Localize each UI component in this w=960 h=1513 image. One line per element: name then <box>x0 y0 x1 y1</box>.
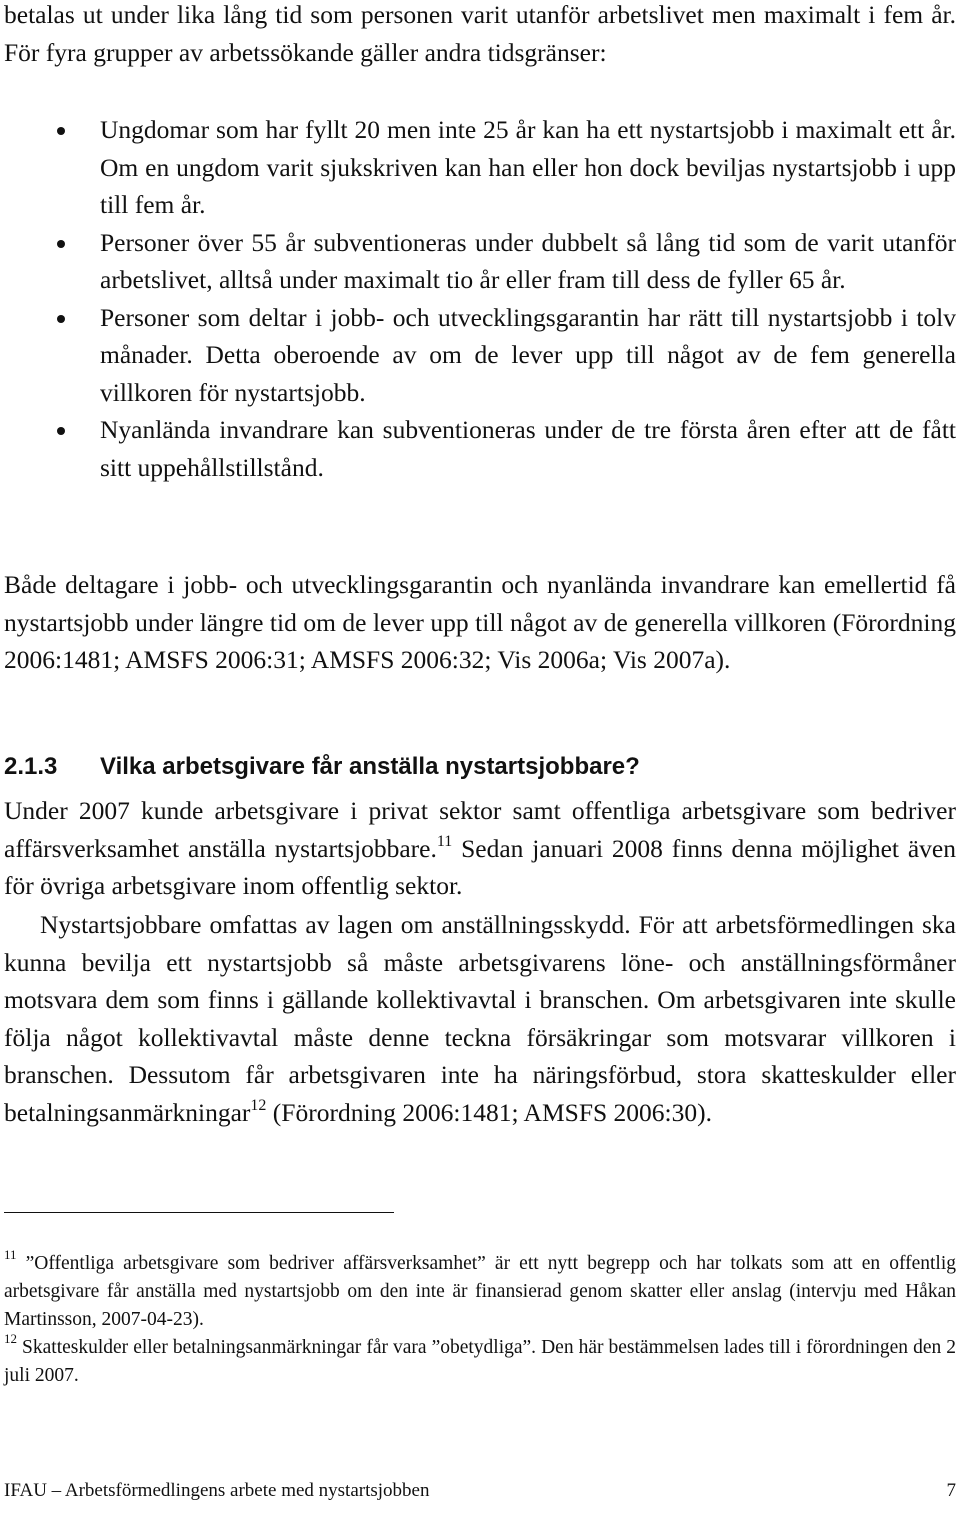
list-item <box>4 224 956 299</box>
list-item <box>4 411 956 486</box>
footnote-11 <box>4 1247 956 1334</box>
bullet-icon <box>57 427 65 435</box>
bullet-icon <box>57 240 65 248</box>
bullet-icon <box>57 315 65 323</box>
paragraph-text: (Förordning 2006:1481; AMSFS 2006:30). <box>266 1097 713 1127</box>
footnote-number: 12 <box>4 1331 17 1346</box>
list-item-text: Personer som deltar i jobb- och utvecklingsgarantin har rätt till nystartsjobb i tolv månader. Detta oberoende av om de lever upp till något av de fem generella villkoren för nystartsjobb. <box>100 302 956 407</box>
paragraph-text: Nystartsjobbare omfattas av lagen om anställningsskydd. För att arbetsförmedlingen ska kunna bevilja ett nystartsjobb så måste arbetsgivarens löne- och anställningsförmåner motsvara dem som finns i gällande kollektivavtal i branschen. Om arbetsgivaren inte skulle följa något kollektivavtal måste denne teckna försäkringar som motsvarar villkoren i branschen. Dessutom får arbetsgivaren inte ha näringsförbud, stora skatteskulder eller betalningsanmärkningar <box>4 910 956 1127</box>
footnote-number: 11 <box>4 1247 17 1262</box>
paragraph-employment-protection <box>4 906 956 1131</box>
footnote-ref-11[interactable]: 11 <box>436 832 453 850</box>
paragraph-text: Sedan januari 2008 finns denna möjlighet även för övriga arbetsgivare inom offentlig sektor. <box>4 833 956 900</box>
page-footer <box>4 1477 956 1505</box>
footnote-text: Skatteskulder eller betalningsanmärkningar får vara ”obetydliga”. Den här bestämmelsen lades till i förordningen den 2 juli 2007. <box>4 1337 956 1386</box>
list-item-text: Personer över 55 år subventioneras under dubbelt så lång tid som de varit utanför arbetslivet, alltså under maximalt tio år eller fram till dess de fyller 65 år. <box>100 227 956 294</box>
section-title: Vilka arbetsgivare får anställa nystartsjobbare? <box>100 753 640 780</box>
paragraph-text: Under 2007 kunde arbetsgivare i privat sektor samt offentliga arbetsgivare som bedriver affärsverksamhet anställa nystartsjobbare. <box>4 796 956 863</box>
section-number: 2.1.3 <box>4 753 58 780</box>
paragraph-employers-2007 <box>4 792 956 905</box>
page-number: 7 <box>946 1480 956 1501</box>
intro-paragraph: betalas ut under lika lång tid som personen varit utanför arbetslivet men maximalt i fem år. För fyra grupper av arbetssökande gäller andra tidsgränser: <box>4 0 956 67</box>
footnote-divider <box>4 1212 394 1213</box>
footnote-12 <box>4 1331 956 1390</box>
bullet-icon <box>57 127 65 135</box>
list-item-text: Ungdomar som har fyllt 20 men inte 25 år kan ha ett nystartsjobb i maximalt ett år. Om en ungdom varit sjukskriven kan han eller hon dock beviljas nystartsjobb i upp till fem år. <box>100 115 956 219</box>
paragraph-both-groups: Både deltagare i jobb- och utvecklingsgarantin och nyanlända invandrare kan emellertid få nystartsjobb under längre tid om de lever upp till något av de generella villkoren (Förordning 2006:1481; AMSFS 2006:31; AMSFS 2006:32; Vis 2006a; Vis 2007a). <box>4 570 956 674</box>
footnotes <box>4 1247 956 1390</box>
section-heading <box>4 748 956 785</box>
footnote-ref-12[interactable]: 12 <box>250 1096 267 1114</box>
footer-title: IFAU – Arbetsförmedlingens arbete med nystartsjobben <box>4 1480 430 1501</box>
footnote-text: ”Offentliga arbetsgivare som bedriver affärsverksamhet” är ett nytt begrepp och har tolkats som att en offentlig arbetsgivare får anställa med nystartsjobb om den inte är finansierad genom skatter eller anslag (intervju med Håkan Martinsson, 2007-04-23). <box>4 1253 956 1330</box>
bullet-list <box>4 111 956 486</box>
list-item <box>4 299 956 412</box>
list-item <box>4 111 956 224</box>
list-item-text: Nyanlända invandrare kan subventioneras under de tre första åren efter att de fått sitt uppehållstillstånd. <box>100 415 956 482</box>
